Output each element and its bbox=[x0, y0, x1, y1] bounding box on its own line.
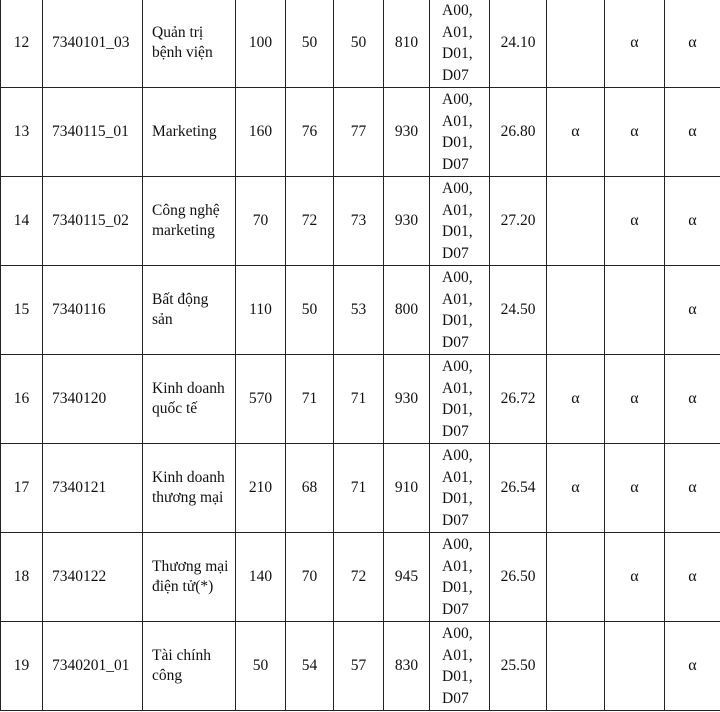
mark-cell-3: α bbox=[665, 533, 720, 622]
row-number-cell: 12 bbox=[1, 0, 43, 88]
row-number-cell: 17 bbox=[1, 444, 43, 533]
major-code-cell: 7340101_03 bbox=[43, 0, 143, 88]
quota-cell: 110 bbox=[236, 266, 286, 355]
row-number-cell: 19 bbox=[1, 622, 43, 711]
value-cell-2: 71 bbox=[334, 444, 384, 533]
subject-combo: D01, bbox=[442, 223, 473, 240]
row-number-cell: 15 bbox=[1, 266, 43, 355]
mark-cell-1: α bbox=[547, 444, 605, 533]
subject-combo: A01, bbox=[442, 23, 473, 41]
value-cell-1: 70 bbox=[286, 533, 334, 622]
subject-combo: A01, bbox=[442, 112, 473, 130]
table-body bbox=[1, 0, 720, 711]
subject-combos-cell bbox=[430, 444, 490, 533]
row-number-cell: 14 bbox=[1, 177, 43, 266]
value-cell-1: 72 bbox=[286, 177, 334, 266]
subject-combo: A01, bbox=[442, 290, 473, 308]
quota-cell: 100 bbox=[236, 0, 286, 88]
subject-combo: D07 bbox=[442, 244, 469, 262]
subject-combo: A00, bbox=[442, 536, 473, 553]
subject-combos-cell bbox=[430, 533, 490, 622]
table-row bbox=[1, 266, 720, 355]
quota-cell: 70 bbox=[236, 177, 286, 266]
major-code-cell: 7340115_01 bbox=[43, 88, 143, 177]
subject-combo: D07 bbox=[442, 66, 469, 84]
subject-combo: D01, bbox=[442, 134, 473, 151]
subject-combos-cell bbox=[430, 177, 490, 266]
major-code-cell: 7340201_01 bbox=[43, 622, 143, 711]
score-cell: 24.10 bbox=[490, 0, 547, 88]
subject-combo: A00, bbox=[442, 180, 473, 197]
mark-cell-1: α bbox=[547, 355, 605, 444]
row-number-cell: 13 bbox=[1, 88, 43, 177]
subject-combos-cell bbox=[430, 266, 490, 355]
quota-cell: 140 bbox=[236, 533, 286, 622]
subject-combo: D01, bbox=[442, 579, 473, 596]
major-name-cell: Quản trị bệnh viện bbox=[143, 0, 236, 88]
mark-cell-1 bbox=[547, 533, 605, 622]
major-name-cell: Marketing bbox=[143, 88, 236, 177]
value-cell-2: 72 bbox=[334, 533, 384, 622]
subject-combo: D07 bbox=[442, 155, 469, 173]
table-row bbox=[1, 88, 720, 177]
score-cell: 26.54 bbox=[490, 444, 547, 533]
subject-combo: A00, bbox=[442, 447, 473, 464]
subject-combo: D07 bbox=[442, 511, 469, 529]
subject-combo: A01, bbox=[442, 468, 473, 486]
mark-cell-1 bbox=[547, 622, 605, 711]
mark-cell-3: α bbox=[665, 88, 720, 177]
score-cell: 26.50 bbox=[490, 533, 547, 622]
mark-cell-3: α bbox=[665, 622, 720, 711]
subject-combo: A01, bbox=[442, 646, 473, 664]
subject-combo: D01, bbox=[442, 401, 473, 418]
value-cell-3: 930 bbox=[384, 355, 430, 444]
major-code-cell: 7340120 bbox=[43, 355, 143, 444]
value-cell-3: 800 bbox=[384, 266, 430, 355]
value-cell-2: 77 bbox=[334, 88, 384, 177]
mark-cell-2: α bbox=[605, 355, 665, 444]
value-cell-1: 50 bbox=[286, 266, 334, 355]
value-cell-3: 930 bbox=[384, 177, 430, 266]
subject-combo: D07 bbox=[442, 422, 469, 440]
quota-cell: 50 bbox=[236, 622, 286, 711]
score-cell: 26.72 bbox=[490, 355, 547, 444]
mark-cell-3: α bbox=[665, 355, 720, 444]
value-cell-1: 68 bbox=[286, 444, 334, 533]
value-cell-1: 76 bbox=[286, 88, 334, 177]
value-cell-1: 54 bbox=[286, 622, 334, 711]
table-row bbox=[1, 533, 720, 622]
quota-cell: 160 bbox=[236, 88, 286, 177]
subject-combos-cell bbox=[430, 0, 490, 88]
major-name-cell: Bất động sản bbox=[143, 266, 236, 355]
value-cell-2: 50 bbox=[334, 0, 384, 88]
mark-cell-2: α bbox=[605, 177, 665, 266]
quota-cell: 570 bbox=[236, 355, 286, 444]
subject-combo: A00, bbox=[442, 625, 473, 642]
subject-combo: A01, bbox=[442, 201, 473, 219]
value-cell-2: 53 bbox=[334, 266, 384, 355]
mark-cell-2: α bbox=[605, 444, 665, 533]
mark-cell-2: α bbox=[605, 0, 665, 88]
major-code-cell: 7340121 bbox=[43, 444, 143, 533]
subject-combo: A01, bbox=[442, 557, 473, 575]
subject-combo: D07 bbox=[442, 333, 469, 351]
major-name-cell: Kinh doanh quốc tế bbox=[143, 355, 236, 444]
mark-cell-3: α bbox=[665, 444, 720, 533]
mark-cell-2 bbox=[605, 622, 665, 711]
subject-combos-cell bbox=[430, 622, 490, 711]
table-row bbox=[1, 355, 720, 444]
major-name-cell: Công nghệ marketing bbox=[143, 177, 236, 266]
mark-cell-3: α bbox=[665, 0, 720, 88]
mark-cell-3: α bbox=[665, 177, 720, 266]
value-cell-3: 910 bbox=[384, 444, 430, 533]
subject-combo: A00, bbox=[442, 269, 473, 286]
subject-combo: A00, bbox=[442, 2, 473, 19]
subject-combo: A01, bbox=[442, 379, 473, 397]
mark-cell-2 bbox=[605, 266, 665, 355]
mark-cell-1 bbox=[547, 177, 605, 266]
score-cell: 24.50 bbox=[490, 266, 547, 355]
major-code-cell: 7340122 bbox=[43, 533, 143, 622]
mark-cell-1 bbox=[547, 266, 605, 355]
value-cell-1: 71 bbox=[286, 355, 334, 444]
subject-combo: D01, bbox=[442, 312, 473, 329]
mark-cell-2: α bbox=[605, 533, 665, 622]
major-name-cell: Thương mại điện tử(*) bbox=[143, 533, 236, 622]
row-number-cell: 18 bbox=[1, 533, 43, 622]
subject-combo: D01, bbox=[442, 668, 473, 685]
value-cell-3: 930 bbox=[384, 88, 430, 177]
table-row bbox=[1, 0, 720, 88]
table-row bbox=[1, 177, 720, 266]
mark-cell-2: α bbox=[605, 88, 665, 177]
table-row bbox=[1, 444, 720, 533]
subject-combo: D07 bbox=[442, 600, 469, 618]
value-cell-2: 71 bbox=[334, 355, 384, 444]
quota-cell: 210 bbox=[236, 444, 286, 533]
major-name-cell: Kinh doanh thương mại bbox=[143, 444, 236, 533]
mark-cell-1 bbox=[547, 0, 605, 88]
score-cell: 25.50 bbox=[490, 622, 547, 711]
subject-combo: D01, bbox=[442, 45, 473, 62]
subject-combo: A00, bbox=[442, 358, 473, 375]
major-code-cell: 7340115_02 bbox=[43, 177, 143, 266]
row-number-cell: 16 bbox=[1, 355, 43, 444]
score-cell: 27.20 bbox=[490, 177, 547, 266]
subject-combo: A00, bbox=[442, 91, 473, 108]
major-code-cell: 7340116 bbox=[43, 266, 143, 355]
major-name-cell: Tài chính công bbox=[143, 622, 236, 711]
value-cell-3: 810 bbox=[384, 0, 430, 88]
value-cell-3: 945 bbox=[384, 533, 430, 622]
table-row bbox=[1, 622, 720, 711]
score-cell: 26.80 bbox=[490, 88, 547, 177]
subject-combos-cell bbox=[430, 355, 490, 444]
value-cell-2: 57 bbox=[334, 622, 384, 711]
mark-cell-3: α bbox=[665, 266, 720, 355]
subject-combo: D07 bbox=[442, 689, 469, 707]
subject-combos-cell bbox=[430, 88, 490, 177]
mark-cell-1: α bbox=[547, 88, 605, 177]
subject-combo: D01, bbox=[442, 490, 473, 507]
value-cell-1: 50 bbox=[286, 0, 334, 88]
value-cell-2: 73 bbox=[334, 177, 384, 266]
value-cell-3: 830 bbox=[384, 622, 430, 711]
